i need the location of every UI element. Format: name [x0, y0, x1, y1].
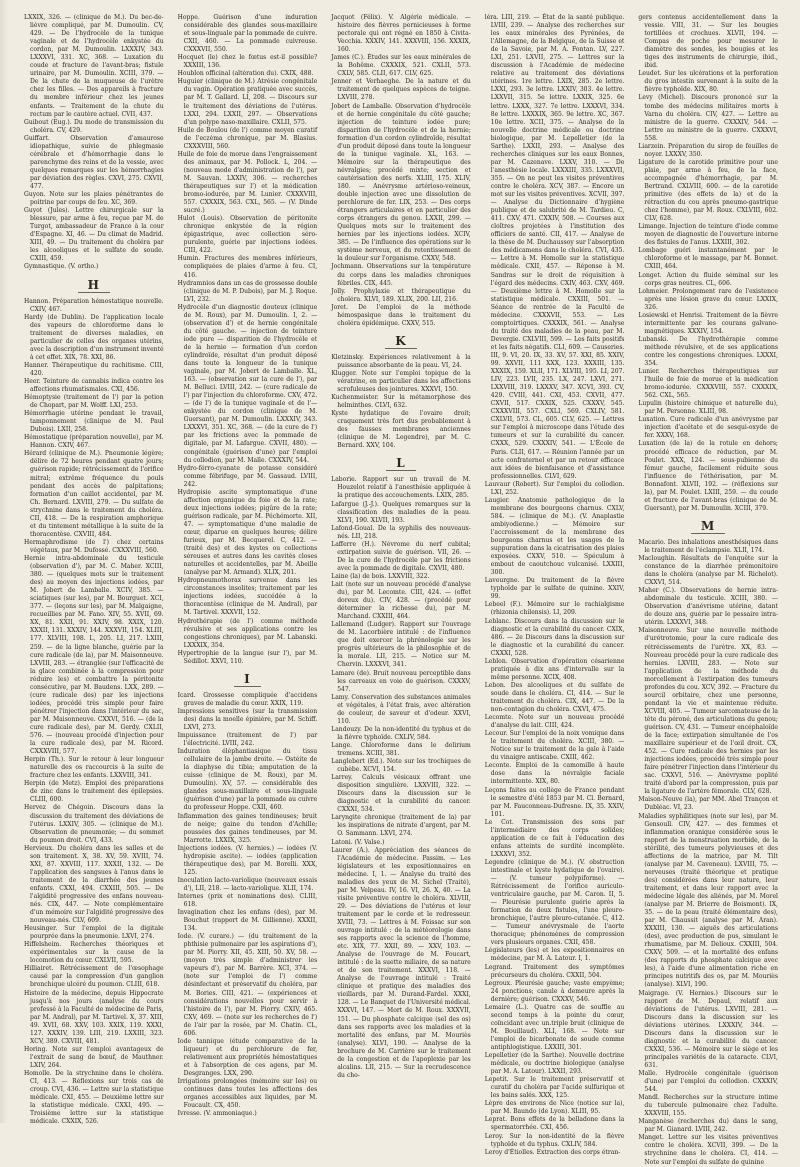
index-entry: Joret. De l'emploi de la méthode hémospasique dans le traitement du choléra épidémique. CXXV, 515.: [331, 303, 471, 327]
index-entry: Lepelletier (de la Sarthe). Nouvelle doctrine médicale, ou doctrine biologique (analyse par M. A. Latour). LXXII, 293.: [484, 1052, 625, 1076]
index-entry: Hardy (de Dublin). De l'application locale des vapeurs de chloroforme dans le traitement de diverses maladies, en particulier de celles des organes utérins, avec la description d'un instrument inventé à cet effet. XIX, 78. XXI, 86.: [24, 313, 164, 361]
index-entry: Inflammation des gaines tendineuses; bruit de neige; gaine du tendon d'Achille; poussées des gaines tendineuses, par M. Marrotte. LXXIX, 325.: [177, 812, 318, 844]
index-entry: Ivresse. (V. ammoniaque.): [177, 1110, 257, 1118]
index-entry: Humin. Fractures des membres inférieurs, compliquées de plaies d'arme à feu. CI, 416.: [177, 255, 318, 279]
index-entry: Leprat. Bons effets de la belladone dans la spermatorrhée. CXI, 456.: [484, 1116, 625, 1132]
index-entry: Larrey. Calculs vésicaux offrant une disposition singulière. LXXVIII, 322. — Discours dans la discussion sur le diagnostic et la curabilité du cancer. CXXXI, 534.: [331, 774, 471, 814]
section-letter: [24, 278, 164, 293]
index-entry: Guyon. Note sur les plaies pénétrantes de poitrine par coups de feu. XC, 369.: [24, 191, 164, 207]
index-entry: Hilliairet. Rétrécissement de l'œsophage causé par la compression d'un ganglion bronchique ulcéré du poumon. CLIII, 618.: [24, 965, 164, 989]
index-entry: Maisonneuve. Sur une nouvelle méthode d'urétrotomie, pour la cure radicale des rétrécissements de l'urètre. XX, 83. — Nouveau procédé pour la cure radicale des hernies. LXVIII, 283. — Note sur l'application de la méthode du morcellement à l'extirpation des tumeurs profondes du cou. XCV, 392. — Fracture du sourcil orbitaire, chez une personne, pendant la vie et maintenue réduite. XCVIII, 405. — Tumeur sarcomateuse de la tête du péroné, des articulations du genou; guérison. CV, 431. — Tumeur encéphaloïde de la face; extirpation simultanée de l'os maxillaire supérieur et de l'œil droit. CX, 452. — Cure radicale des hernies par les injections iodées, procédé très simple pour faire pénétrer l'injection dans l'intérieur du sac. CXXVI, 516. — Anévrysme poplité traité d'abord par la compression, puis par la ligature de l'artère fémorale. CLV, 628.: [638, 627, 778, 796]
index-entry: Inoculation lacto-variolique (nouveaux essais d'), LII, 218. — lacto-variolique. XLII, 174.: [177, 876, 318, 892]
index-entry: Leudet. Sur les ulcérations et la perforation du gros intestin survenant à la suite de la fièvre typhoïde. XIX, 80.: [638, 70, 778, 94]
index-entry: Lafargue (J.-J.). Quelques remarques sur la classification des maladies de la peau. XLVI, 190. XLVII, 193.: [331, 500, 471, 524]
index-entry: Induration éléphantiasique du tissu cellulaire de la jambe droite. — Ostéite de la diaphyse du tibia; amputation de la cuisse (clinique de M. Roux), par M. Dumoulin). XV, 57. — considérable des glandes sous-maxillaire et sous-linguale (guérison d'une) par la pommade au cuivre du professeur Hoppe. CXII, 460.: [177, 748, 318, 812]
index-entry: gers contenus accidentellement dans la vessie. VIII, 31. — Sur les bougies tortillées et crochues. XLVII, 194. — Compas de poche pour mesurer le diamètre des sondes, les bougies et les tiges des instruments de chirurgie, ibid., ibid.: [638, 14, 778, 70]
index-entry: Hydro-férro-cyanate de potasse considéré comme fébrifuge, par M. Gassaud. LVIII, 242.: [177, 464, 318, 488]
index-entry: Hoppe. Guérison d'une induration considérable des glandes sous-maxillaire et sous-linguale par la pommade de cuivre. CXII, 460. — La pommade cuivreuse. CXXXVII, 550.: [177, 14, 318, 54]
index-entry: Maher (C.). Observations de hernie intra-abdominale du testicule. XCIII, 380. — Observation d'anévrisme utérine, datant de douze ans, guérie par le pessaire intra-utérin. LXXXVI, 348.: [638, 587, 778, 627]
index-entry: Macloughin. Résultats de l'enquête sur la constance de la diarrhée prémonitoire dans le choléra (analyse par M. Richelot). CXXVI, 514.: [638, 555, 778, 587]
index-entry: Injections iodées. (V. hernies.) — iodées (V. hydropisie ascite). — iodées (application thérapeutique des), par M. Borelli. XXX, 125.: [177, 844, 318, 876]
index-entry: Lamare (de). Bruit nouveau perceptible dans les carreaux en voie de guérison. CXXXV, 547.: [331, 669, 471, 693]
section-letter-text: H: [78, 278, 110, 293]
index-entry: Huguier (clinique de M.) Atrésie congénitale du vagin. Opération pratiquée avec succès, par M. T. Gallard. LI, 208. — Discours sur le traitement des déviations de l'utérus. LXXI, 294. LXXII, 297. — Observations d'un polype naso-maxillaire. CXLII, 575.: [177, 78, 318, 126]
index-entry: Histoire de la médecine, depuis Hippocrate jusqu'à nos jours (analyse du cours professé à la Faculté de médecine de Paris, par M. Andral), par M. Tartivel. X, 37. XIII, 49. XVII, 68. XXV, 103. XXIX, 119. XXXI, 127. XXXIV, 139. LIII, 219. LXXIII, 323. XCV, 389. CXVIII, 481.: [24, 989, 164, 1045]
index-entry: Le Cot. Transmission des sons par l'intermédiaire des corps solides; application de ce fait à l'éducation des enfans atteints de surdité incomplète. LXXXVI, 352.: [484, 818, 625, 858]
index-entry: Hémorrhagie utérine pendant le travail, tamponnement (clinique de M. Paul Dubois). LXII, 258.: [24, 410, 164, 434]
index-entry: Langlebert (Ed.). Note sur les trochiques de cubèbe. XCVI, 154.: [331, 758, 471, 774]
index-entry: Invagination chez les enfans (des), par M. Bouchut (rapport de M. Gillienne). XXXII, 134.: [177, 909, 318, 933]
index-entry: Huile de Boulou (de l') comme moyen curatif de l'eczéma chronique, par M. Blasius. CXXXVIII, 560.: [177, 126, 318, 150]
index-entry: Lohmeier. Prolongement rare de l'existence après une lésion grave du cœur. LXXIX, 326.: [638, 287, 778, 311]
index-entry: Hydrocèle d'un diagnostic douteux (clinique de M. Roux), par M. Dumoulin. I, 2. — (observation d') et de hernie congénitale du côté gauche. — injection de teinture iode pure — disparition de l'hydrocèle et de la hernie — formation d'un cordon cylindroïde, résultat d'un produit déposé dans toute la longueur de la tunique vaginale, par M. Jobert de Lamballe. XL, 163. — (observation sur la cure de l'), par M. Belluci. LVIII, 242. — (cure radicale de l') par l'injection du chloroforme. CXV, 472. — (de l') de la tunique vaginale et de l'— enkystée du cordon (clinique de M. Guersant), par M. Dumoulin. LXXXIV, 343. LXXXVI, 351. XC, 368. — (de la cure de l') par les frictions avec la pommade de digitale, par M. Lafargue. CXVII, 480). — congénitale (guérison d'une) par l'emploi du collodion, par M. Malle. CXXXIV, 544.: [177, 303, 318, 464]
index-entry: Luxation (de la) de la rotule en dehors; procédé efficace de réduction, par M. Poulet. XXX, 124. — sous-pubienne du fémur gauche, facilement réduite sous l'influence de l'éthérisation, par M. Bonnafont. XLVII, 192. — (réflexions sur la), par M. Poulet. LXIII, 259. — du coude et fracture de l'avant-bras (clinique de M. Guersant), par M. Dumoulin. XCIII, 379.: [638, 440, 778, 512]
index-entry: Lauvaur (Robert). Sur l'emploi du collodion. LXI, 252.: [484, 480, 625, 496]
index-entry: Ligature de la carotide primitive pour une plaie, par arme à feu, de la face, accompagnée d'hémorrhagie, par M. Bertrand. CXLVIII, 600. — de la carotide primitive (des effets de la) et de la rétraction du cou après pneumo-gastrique chez l'homme), par M. Roux. CXLVIII, 602. CLV, 628.: [638, 158, 778, 223]
index-entry: Lubanski. De l'hydrothérapie comme méthode révulsive, et de ses applications contre les congestions chroniques. LXXXI, 354.: [638, 335, 778, 368]
page-edge-shadow: [0, 0, 8, 1123]
index-entry: Lafond-Goual. De la syphilis des nouveaux-nés. LII, 218.: [331, 524, 471, 540]
index-entry: Hocquet (le) chez le fœtus est-il possible? XXXIII, 136.: [177, 54, 318, 70]
index-entry: Klugger. Note sur l'emploi topique de la vératrine, en particulier dans les affections scrofuleuses des jointures. XXXVI, 150.: [331, 369, 471, 394]
index-entry: Jenner et Verhaeghe. De la nature et du traitement de quelques espèces de teigne. LXVIII, 278.: [331, 78, 471, 102]
index-entry: Hervez de Chégoin. Discours dans la discussion du traitement des déviations de l'utérus. LXXIV, 305. — (clinique de M.). Observation de pneumonie; — du sommet du poumon droit. CVI, 433.: [24, 804, 164, 844]
index-entry: Legrand. Traitement des symptômes précurseurs du choléra. CXXII, 504.: [484, 963, 625, 979]
section-letter-text: I: [234, 672, 261, 687]
index-entry: Laine (la) de bois. LXXVIII, 322.: [331, 572, 430, 580]
index-entry: Lupulin (histoire chimique et naturelle du), par M. Personne. XLIII, 98.: [638, 400, 778, 416]
column-5: [638, 14, 778, 1166]
index-entry: Laryngite chronique (traitement de la) par les inspirations de nitrate d'argent, par M. O. Sammann. LXVI, 274.: [331, 814, 471, 838]
index-entry: Impressions sensitives (sur la transmission des) dans la moelle épinière, par M. Schiff. LXVI, 273.: [177, 707, 318, 731]
index-entry: Législateurs (les) et les expositionnaires en médecine, par M. A. Latour. I, 1.: [484, 947, 625, 963]
index-entry: Irrigations prolongées (mémoire sur les) ou continues dans toutes les affections des organes accessibles aux liquides, par M. Foucault. CX, 450.: [177, 1078, 318, 1110]
index-entry: Macario. Des inhalations anesthésiques dans le traitement de l'éclampsie. XLII, 174.: [638, 538, 778, 554]
index-entry: Lunier. Recherches thérapeutiques sur l'huile de foie de morue et la médication bromo-iodurée. CXXXVIII, 557. CXXXIX, 562. CXL, 565.: [638, 368, 778, 400]
index-entry: Leblanc. Discours dans la discussion sur le diagnostic et la curabilité du cancer. CXIX, 486. — 2e Discours dans la discussion sur le diagnostic et la curabilité du cancer. CXXXI, 528.: [484, 617, 625, 657]
index-entry: Legendre (clinique de M.). (V. obstruction intestinale et kyste hydatique de l'ovaire). — (V. tumeur polypiforme). — Rétrécissement de l'orifice auriculo-ventriculaire gauche, par M. Caron. II, 5. — Pleurésie purulente guérie après la formation de deux fistules, l'une pleuro-bronchique, l'autre pleuro-cutanée. C, 412. — Tumeur anévrysmale de l'aorte thoracique; phénomènes de compression vers plusieurs organes. CXII, 458.: [484, 858, 625, 947]
index-entry: Guibout (Eug.). Du mode de transmission du choléra. CV, 429.: [24, 118, 164, 134]
index-entry: Jacquot (Félix). V. Algérie médicale. — histoire des fièvres pernicieuses à forme pectorale qui ont régné en 1850 à Civita-Vecchia. XXXIV, 141. XXXVIII, 156. XXXIX, 160.: [331, 14, 471, 54]
index-entry: Horing. Note sur l'emploi avantageux de l'extrait de sang de bœuf, de Mauthner. LXIV, 264.: [24, 1045, 164, 1069]
index-entry: Hypertrophie de la langue (sur l'), par M. Sédillot. XXVI, 110.: [177, 649, 318, 665]
index-entry: Laugier. Anatomie pathologique de la membrane des bourgeons charnus. CXLV, 584. — (clinique de M.). (V. Anaplastie ambiyodienne.) — Mémoire sur l'accroissement de la membrane des bourgeons charnus et les usages de la suppuration dans la cicatrisation des plaies exposées. CXXV, 510. — Spéculum à embout de caoutchouc vulcanisé. LXXIII, 300.: [484, 496, 625, 577]
index-entry: Hémostatique (préparation nouvelle), par M. Hannon. CXIV, 467.: [24, 434, 164, 450]
index-entry: Lecour. Sur l'emploi de la noix vomique dans le traitement du choléra. XCIII, 380. — Notice sur le traitement de la gale à l'aide du vinaigre antiscabe. CXIII, 462.: [484, 730, 625, 762]
index-entry: Leroy d'Étiolles. Extraction des corps étran-: [484, 1148, 621, 1156]
index-columns: [24, 14, 778, 1166]
index-entry: léra. LIII, 219. — État de la santé publique. LVIII, 239. — Analyse des recherches sur les eaux minérales des Pyrénées, de l'Allemagne, de la Belgique, de la Suisse et de la Savoie, par M. A. Fontan. LV, 227. LXI, 251. LXVII, 275. — Lettres sur la discussion à l'Académie de médecine relative au traitement des déviations utérines. 1re lettre. LXIX, 285. 2e lettre. LXXI, 293. 3e lettre. LXXIV, 303. 4e lettre. LXXVII, 315. 5e lettre. LXXIX, 325. 6e lettre. LXXX, 327. 7e lettre. LXXXVI, 334. 8e lettre. LXXXIX, 365. 9e lettre. XC, 367. 10e lettre. XCII, 375. — Analyse de la nouvelle doctrine médicale ou doctrine biologique, par M. Lepelletier (de la Sarthe). LXXII, 293. — Analyse des recherches cliniques sur les eaux Bonnes, par M. Cazenave. LXXV, 310. — De l'anesthésie locale. LXXXIII, 335. LXXXVII, 355. — On ne peut les visites préventives contre le choléra. XCV, 387. — Encore un mot sur les visites préventives. XCVII, 397. — Analyse du Dictionnaire d'hygiène publique et de salubrité de M. Tardieu. C, 411. CXV, 471. CXXIV, 508. — Courses aux cloîtres projetées à l'institution des officiers de santé. CII, 417. — Analyse de la thèse de M. Duchaussoy sur l'absorption des médicamens dans le choléra. CVI, 435. — Lettre à M. Homolle sur la statistique médicale. CXII, 457. — Réponse à M. Sandras sur le droit de réquisition à l'égard des médecins. CXIV, 463. CXV, 469. — Deuxième lettre à M. Homolle sur la statistique médicale. CXXIII, 501. — Séance de rentrée de la Faculté de médecine. CXXXVII, 553. — Les comptoirtiques. CXXXIX, 561. — Analyse du traité des maladies de la peau, par M. Devergie. CXLVIII, 599. — Les faits positifs et les faits négatifs. CLI, 609. — Causeries. III, 9. VI, 20. IX, 33. XV, 57. XXI, 85. XXIV, 99. XXVII, 111 XXX, 123. XXXIII, 135. XXXIX, 159. XLII, 171. XLVIII, 195. LI, 207. LIV, 223. LVII, 235. LX, 247. LXVI, 271. LXXVIII, 319. LXXXV, 347. XCVI, 393. CV, 429. CVIII, 441. CXI, 453. CXVII, 477. CXVII, 517. CXXIX, 525. CXXXV, 545. CXXXVIII, 557. CXLI, 569. CXLIV, 581. CXLVII, 573. CL, 605. CLV, 625. — Lettres sur l'emploi à microscope dans l'étude des tumeurs et sur la curabilité du cancer. CXXX, 529. CXXXIV, 541. — L'École de Paris. CLII, 617. — Réunion l'année par un acte confraternel et par un retour efficace aux idées de bienfaisance et d'assistance professionnelles. CLVI, 629.: [484, 14, 625, 480]
index-entry: Gymnastique. (V. ortho.): [24, 263, 99, 271]
index-entry: Guiffart. Observation d'amaurose idiopathique, suivie de phlegmasie cérébrale et d'hémorrhagie dans le parenchyme des reins et de la vessie, avec quelques remarques sur les hémorrhagies par déviation des règles. CXVI, 275. CXVII, 477.: [24, 134, 164, 190]
index-entry: Hermaphrodisme (de l') chez certains végétaux, par M. Dufossé. CXXXVIII, 560.: [24, 538, 164, 554]
index-entry: Herpin (Th.). Sur le retour à leur longueur naturelle des os raccourcis à la suite de fracture chez les enfants. LXXVIII, 341.: [24, 756, 164, 780]
index-entry: Leroy. Sur la non-identité de la fièvre typhoïde et du typhus. CXLIV, 584.: [484, 1132, 625, 1148]
index-entry: Jochmann. Observations sur la température du corps dans les maladies chroniques fébriles. CIX, 445.: [331, 263, 471, 287]
index-entry: Iode. (V. curare.) — (du traitement de la phthisie pulmonaire par les aspirations d'), par M. Piorry. XII, 45. XIII, 50. XV, 58. — (moyen très simple d'administrer les vapeurs d'), par M. Barrère. XCI, 374. — (note sur l'emploi de l') comme désinfectant et préservatif du choléra, par M. Bories. CIII, 421. — (expériences et considérations nouvelles pour servir à l'histoire de l'), par M. Piorry. CXIV, 465. CXV, 469. — (note sur les recherches de l') de l'air par la rosée, par M. Chatin. CL, 606.: [177, 933, 318, 1037]
index-entry: Kletzinsky. Expériences relativement à la puissance absorbante de la peau. VI, 24.: [331, 353, 471, 369]
index-entry: Maladies syphilitiques (note sur les), par M. Gensoull. CIV, 427. — des femmes et inflammation oranique considérée sous le rapport de la menstruation morbide, de la stérilité, des tumeurs polyvieuses et des affections de la matrice, par M. Tilt (analyse par M. Caveneau). LXVIII, 75. — nerveuses (traité théorique et pratique des) considérées dans leur nature, leur traitement, et dans leur rapport avec la médecine légale des aliénés, par M. Morel (analyse par M. Brierre de Boismont). IX, 35. — de la peau (traité élémentaire des), par M. Chaussit (analyse par M. Aran). XXXIII, 130. — aiguës des articulations (des), avec production de pus, simulant le rhumatisme, par M. Delioux. CXXIII, 504. CXXV, 509. — et la mortalité des enfans (des rapports du phosphate calcique avec les), à l'aide d'une alimentation riche en principes nutritifs des os, par M. Mouriès (analyse). XLVI, 190.: [638, 812, 778, 989]
index-entry: Hydropisie ascite symptomatique d'une affection organique du foie et de la rate; deux injections iodées; pigûre de la rate; guérison radicale, par M. Péchémorte. XII, 47. — symptomatique d'une maladie de cœur, diparue en quelques heures; délire furieux, par M. Becquerel. C, 412. — (traité des) et des kystes ou collections séreuses et autres dans les cavités closes naturelles et accidentelles, par M. Abeille (analyse par M. Armand). XLIX, 201.: [177, 488, 318, 577]
index-entry: Lèpre des environs de Nice (notice sur la), par M. Baundo (de Lyon). XLIII, 95.: [484, 1100, 625, 1116]
index-entry: Hanner. Thérapeutique du rachitisme. CIII, 420.: [24, 361, 164, 377]
index-entry: Limange. Injection de teinture d'iode comme moyen de diagnostic de l'ouverture interne des fistules de l'anus. LXXIII, 302.: [638, 223, 778, 247]
index-entry: Hulot (Louis). Observation de péritonite chronique enkystée de la région épigastrique, avec collection séro-purulente, guérie par injections iodées. CIII, 422.: [177, 215, 318, 255]
index-entry: Hydropneumothorax survenue dans les circonstances insolites; traitement par les injections iodées, succédée à la thoracentèse (clinique de M. Andral), par M. Tartivel. XXXVII, 152.: [177, 577, 318, 617]
index-entry: Huile de foie de morue dans l'engraissement des animaux, par M. Pollock. L, 204. — (nouveau mode d'administration de l'), par M. Sauvan. LXXIV, 306. — recherches thérapeutiques sur l') et la médication bromo-iodurée, par M. Lunier. CXXXVIII, 557. CXXXIX, 563. CXL, 565. — (V. Dinde sucré.): [177, 150, 318, 215]
column-4: [484, 14, 625, 1156]
index-entry: Lange. Chloroforme dans le delirium tremens. XCIII, 381.: [331, 741, 471, 757]
index-entry: Hannon. Préparation hémostatique nouvelle. CXIV, 467.: [24, 297, 164, 313]
index-entry: Lait (note sur un nouveau procédé d'analyse du), par M. Lecomte. CIII, 424. — (effet doreux du). CIV, 428. — (procédé pour déterminer la richesse du), par M. Marchand. CXXIII, 464.: [331, 581, 471, 621]
section-letter: [331, 334, 471, 349]
index-entry: Kyste hydatique de l'ovaire droit; craquement très fort dus probablement à des fausses membranes anciennes (clinique de M. Legendre), par M. C. Bernard. XXV, 104.: [331, 410, 471, 450]
index-entry: Heer. Teinture de cannabis indica contre les affections rhumatismales. CXI, 456.: [24, 377, 164, 394]
index-entry: Malle. Hydrocèle congénitale (guérison d'une) par l'emploi du collodion. CXXXIV, 544.: [638, 1070, 778, 1094]
index-entry: Luxation. Cure radicale d'un anévrysme par injection d'acétate et de sesqui-oxyde de fer. XXXV, 168.: [638, 416, 778, 440]
index-entry: Lamy. Conservation des substances animales et végétales, à l'état frais, avec altération de couleur, de saveur et d'odeur. XXVI, 110.: [331, 693, 471, 725]
index-entry: Icard. Grossesse compliquée d'accidens graves de maladie du cœur. XXIX, 119.: [177, 691, 318, 707]
index-entry: Houblon officinal (altération du). CXIX, 488.: [177, 70, 314, 78]
column-1: [24, 14, 164, 1126]
index-entry: Leblon. Observation d'opération césarienne pratiquée à dix ans d'intervalle sur la même personne. XCIX, 408.: [484, 657, 625, 681]
index-entry: Hiffelsheim. Recherches théoriques et expérimentales sur la cause de la locomotion du cœur. CXLVII, 595.: [24, 941, 164, 965]
section-letter: [178, 672, 318, 687]
index-entry: Leçons faites au collège de France pendant le semestre d'été 1853 par M. Cl. Bernard, par M. Fauconneau-Dufresne. IX, 35. XXIV, 101.: [484, 786, 625, 818]
index-entry: Latoni. (V. Valse.): [331, 838, 385, 846]
index-entry: Hémoptysie (traitement de l') par la potion de Chopart, par M. Wolff. LXI, 253.: [24, 394, 164, 410]
section-letter: [331, 456, 471, 471]
index-entry: Lallemand (Ludger). Rapport sur l'ouvrage de M. Lacorbière intitulé : de l'influence que doit exercer la phrénologie sur les progrès ultérieurs de la philosophie et de la morale. LII, 215. — Notice sur M. Chervin. LXXXVI, 341.: [331, 621, 471, 669]
index-entry: Landouzy. De la non-identité du typhus et de la fièvre typhoïde. CXLIV, 584.: [331, 725, 471, 741]
index-entry: Hydramnios dans un cas de grossesse double (clinique de M. P. Dubois), par M. J. Roque. LVI, 232.: [177, 279, 318, 303]
section-letter-text: M: [691, 519, 725, 534]
index-entry: Maison-Neuve (la), par MM. Abel Trançon et Dubléac. VI, 23.: [638, 796, 778, 812]
index-entry: Levy (Michel). Discours prononcé sur la tombe des médecins militaires morts à Varna du choléra. CIV, 427. — Lettre au ministre de la guerre. CXXXIV, 544. — Lettre au ministre de la guerre. CXXXVI, 558.: [638, 94, 778, 142]
index-entry: Laveurgne. Du traitement de la fièvre typhoïde par le sulfate de quinine. XXIV, 99.: [484, 577, 625, 601]
column-2: [177, 14, 318, 1118]
index-entry: Legroux. Pleurésie gauche; vaste empyème; 24 ponctions; canule à demeure après la dernière; guérison. CXXXV, 546.: [484, 979, 625, 1003]
index-entry: Hervieux. Du choléra dans les salles et de son traitement. X, 38. XV, 59. XVIII, 74. XXI, 87. XXVIII, 117. XXXII, 132. — De l'application des sangsues à l'anus dans le traitement de la diarrhée des jeunes enfants. CXXI, 494. CXXIII, 505. — De l'algidité progressive des enfans nouveau-nés. CIX, 447. — Note complémentaire d'un mémoire sur l'algidité progressive des nouveau-nés. CLV, 609.: [24, 844, 164, 925]
index-entry: Lombage guéri instantanément par le chloroforme et le massage, par M. Bonnet. CXIII, 464.: [638, 247, 778, 271]
index-entry: Lemaire (L.). Quatre cas de souffle au second temps à la pointe du cœur, coïncidant avec un.triple bruit (clinique de M. Bouillaud). XLI, 168. — Note sur l'emploi de bicarbonate de soude comme antiphlogistique. LXXIII, 301.: [484, 1003, 625, 1051]
section-letter: [638, 519, 778, 534]
index-entry: Manget. Lettre sur les visites préventives contre le choléra. XCVII, 399. — De la strychnine dans le choléra. CI, 414. — Note sur l'emploi du sulfate de quinine: [638, 1134, 778, 1166]
index-entry: LXXIX, 326. — (clinique de M.). Du bec-de-lièvre compliqué, par M. Dumoulin. CV, 429. — De l'hydrocèle de la tunique vaginale et de l'hydrocèle enkystée du cordon, par M. Dumoulin. LXXXIV, 343. LXXXVI, 331. XC, 368. — Luxation du coude et fracture de l'avant-bras; fistule urinaire, par M. Dumoulin. XCIII, 379. — De la chute de la muqueuse de l'urètre chez les filles. — Des appareils à fracture du membre inférieur chez les jeunes enfants. — Traitement de la chute du rectum par le cautère actuel. CVII, 437.: [24, 14, 164, 118]
index-entry: Hérard (clinique de M.). Pneumonie légère; délire de 72 heures pendant quatre jours; guérison rapide; rétrécissement de l'orifice mitral; extrême fréquence du pouls pendant des accès de palpitations; formation d'un caillot accidentel, par M. Ch. Bernard. LXVIII, 279. — Du sulfate de strychnine dans le traitement du choléra. CII, 418. — De la respiration amphorique et du tintement métallique à la suite de la thoracentèse. CXVIII, 484.: [24, 450, 164, 538]
index-entry: Losiewski et Henrisi. Traitement de la fièvre intermittente par les courans galvano-magnétiques. XXXIV, 154.: [638, 311, 778, 335]
index-entry: Liarzein. Préparation du sirop de feuilles de noyer. LXXXV, 350.: [638, 142, 778, 158]
index-entry: Lepetit. Sur le traitement préservatif et curatif du choléra par l'acide sulfurique et les bains salés. XXX, 125.: [484, 1076, 625, 1100]
index-entry: Hernie intra-abdominale du testicule (observation d'), par M. C. Maher. XCIII, 380. — (quelques mots sur le traitement des) au moyen des injections iodées, par M. Jobert de Lamballe. XCIV, 385. — sciatiques (sur les), par M. Bourguet. XCI, 377. — (leçons sur les), par M. Malgaigne, recueillies par M. Fano. XIV, 55. XVII, 69. XX, 81. XXII, 91. XXIV, 98. XXIX, 120. XXXII, 131. XXXIV, 144. XXXVII, 154. XLIII, 177. XLVIII, 198. L, 205. LI, 217. LXIII, 259. — de la ligne blanche, guérie par la cure radicale (de la), par M. Maisonneuve. LXVIII, 283. — étranglée (sur l'efficacité de la glace combinée à la compression pour réduire les) et combattre la péritonite consécutive, par M. Baudens. LXX, 289. — (cure radicale des) par les injections iodées, procédé très simple pour faire pénétrer l'injection dans l'intérieur du sac, par M. Maisonneuve. CXXVI, 516. — (de la cure radicale des), par M. Gerdy. CXLII, 576. — (nouveau procédé d'injection pour la cure radicale des), par M. Ricord. CXXXVIII, 577.: [24, 555, 164, 756]
index-entry: Kuchenmeister. Sur la métamorphose des helminthes. CLVI, 632.: [331, 394, 471, 410]
index-entry: Leconte. Emploi de la camomille à haute dose dans la névralgie faciale intermittente. XIX, 80.: [484, 762, 625, 786]
index-entry: Herpin (de Metz). Emploi des préparations de zinc dans le traitement des épilepsies. CLIII, 600.: [24, 780, 164, 804]
index-entry: Mandl. Recherches sur la structure intime du tubercule pulmonaire chez l'adulte. XXXVIII, 155.: [638, 1094, 778, 1118]
index-entry: Jolly. Prophylaxie et thérapeutique du choléra. XLVI, 189. XLIX, 200. LII, 216.: [331, 287, 471, 303]
index-entry: Internes (prix et nominations des). CLIII, 618.: [177, 892, 318, 909]
index-entry: Impuissance (traitement de l') par l'électricité. LVIII, 242.: [177, 732, 318, 748]
index-entry: Manganèse (recherches du) dans le sang, par M. Gianard. LVIII, 242.: [638, 1118, 778, 1134]
index-entry: Iode tannique (étude comparative de la liqueur) et du perchlorure de fer, relativement aux propriétés hémostatiques et à l'absorption de ces agens, par M. Desgranges. LXX, 290.: [177, 1037, 318, 1077]
section-letter-text: L: [386, 456, 415, 471]
index-entry: Hydrothérapie (de l') comme méthode révulsive et ses applications contre les congestions chroniques), par M. Labanski. LXXXIX, 354.: [177, 617, 318, 649]
section-letter-text: K: [385, 334, 416, 349]
index-entry: James (C.). Études sur les eaux minérales de la Bohême. CXXXIX, 521. CXLII, 573. CXLV, 585. CLII, 617. CLV, 625.: [331, 54, 471, 78]
index-entry: Lecomte. Note sur un nouveau procédé d'analyse du lait. CIII, 424.: [484, 714, 625, 730]
index-entry: Jobert de Lamballe. Observation d'hydrocèle et de hernie congénitale du côté gauche; injection de teinture iodée pure; disparition de l'hydrocèle et de la hernie; formation d'un cordon cylindroïde, résultat d'un produit déposé dans toute la longueur de la tunique vaginale. XL, 163. — Mémoire sur la thérapeutique des névralgies; procédé mixte; section et cautérisation des nerfs. XLIII, 175. XLIV, 180. — Anévrysme artérioso-veineux, double injection avec une dissolution de perchlorure de fer. LIX, 253. — Des corps étrangers articulaires et en particulier des corps étrangers du genou. LXXII, 299. — Quelques mots sur le traitement des hernies par les injections iodées. XCIV, 385. — De l'influence des opérations sur le système nerveux, et du retentissement de la douleur sur l'organisme. CXXV, 548.: [331, 102, 471, 263]
index-entry: Lafferre (H.). Névrome du nerf cubital; extirpation suivie de guérison. VII, 26. — De la cure de l'hydrocèle par les frictions avec la pommade de digitale. CXVII, 480.: [331, 540, 471, 572]
index-entry: Maigrage. (V. Hernies.) Discours sur le rapport de M. Depaul, relatif aux déviations de l'utérus. LXVIII, 281. — Discours dans la discussion sur les déviations utérines. LXXXIV, 344. — Discours dans la discussion sur le diagnostic et la curabilité du cancer. CXXXI, 536. — Mémoire sur le siège et les principales variétés de la cataracte. CLVI, 631.: [638, 989, 778, 1069]
index-entry: Laborie. Rapport sur un travail de M. Houzelot relatif à l'anesthésie appliquée à la pratique des accouchements. LXIX, 285.: [331, 476, 471, 500]
index-entry: Longet. Action du fluide séminal sur les corps gras neutres. CL, 606.: [638, 271, 778, 287]
column-3: [331, 14, 471, 1111]
index-entry: Lebon. Des alcooliques et du sulfate de soude dans le choléra. CI, 414. — Sur le traitement du choléra. CIX, 447. — De la non-contagion du choléra. CXVI, 475.: [484, 681, 625, 714]
index-entry: Laurer (A.). Appréciation des séances de l'Académie de médecine. Passim. — Les législateurs et les expositionnaires en médecine. I, 1. — Analyse du traité des maladies des yeux de M. Sichel (Traité), par M. Velpeau. IV, 16. VI, 26. X, 40. — La visite préventive contre le choléra. XLVIII, 29. — Des déviations de l'utérus et leur traitement par le corde et le redresseur. XVIII, 73. — Lettres à M. Foissac sur son ouvrage intitulé : de la météorologie dans ses rapports avec la science de l'homme, etc. XIX, 77. XXII, 89. — XXV, 103. — Analyse de l'ouvrage de M. Foucart, intitulé : de la suette miliaire, de sa nature et de son traitement. XXXVI, 118. — Analyse de l'ouvrage intitulé : Traité clinique et pratique des maladies des vieillards, par M. Durand-Fardel. XXXI, 128. — Le Banquet de l'Université médical. XXXVI, 147. — Mort de M. Roux. XXXVII, 151. — Du phosphate calcique (sel des os) dans ses rapports avec les maladies et la mortalité des enfans, par M. Mouriès (analyse). XLVI, 190. — Analyse de la brochure de M. Carrière sur le traitement de la congestion et de l'apoplexie par les alcalins. LII, 215. — Sur la recrudescence du cho-: [331, 846, 471, 1079]
index-entry: Lebeel (F.). Mémoire sur le rachialgisme (rhizonia chilensis). LI, 209.: [484, 601, 625, 617]
index-entry: Heusinger. Sur l'emploi de la digitale pourprée dans la pneumonie. LXVI, 274.: [24, 925, 164, 941]
index-entry: Guyot (Jules). Lettre chirurgicale sur la blessure, par arme à feu, reçue par M. de Turgot, ambassadeur de France à la cour d'Espagne. XI, 46. — Du climat de Madrid. XIII, 49. — Du traitement du choléra par les alcooliques et le sulfate de soude. CXIII, 459.: [24, 207, 164, 263]
index-entry: Homolle. De la strychnine dans le choléra. CI, 413. — Réflexions sur trois cas de croup. CVI, 436. — Lettre sur la statistique médicale. CXI, 455. — Deuxième lettre sur la statistique médicale. CXXI, 495. — Troisième lettre sur la statistique médicale. CXXIX, 526.: [24, 1070, 164, 1126]
